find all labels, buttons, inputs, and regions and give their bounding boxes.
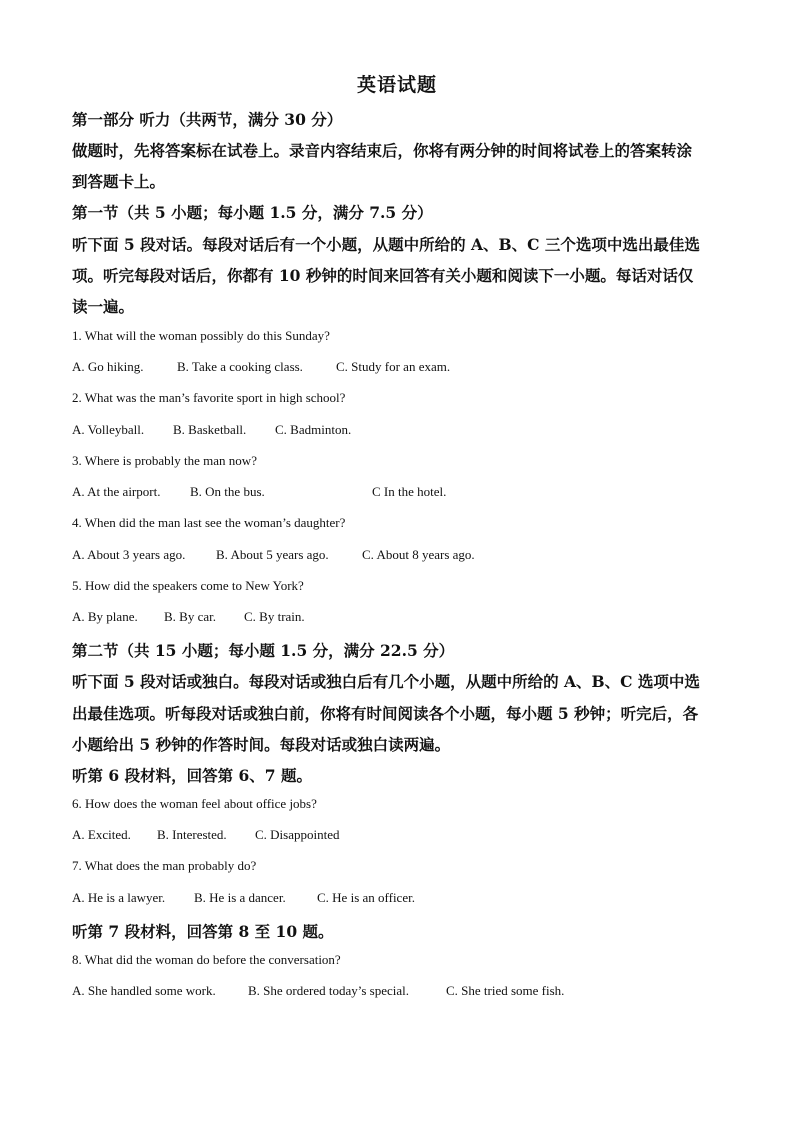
page-title: 英语试题: [356, 74, 437, 96]
part1-heading: 第一部分 听力（共两节，满分 30 分）: [72, 110, 343, 129]
option-b: B. About 5 years ago.: [216, 547, 329, 562]
option-a: A. She handled some work.: [72, 983, 216, 998]
option-a: A. By plane.: [72, 609, 138, 624]
option-b: B. Take a cooking class.: [177, 359, 303, 374]
question-stem: 5. How did the speakers come to New York?: [72, 578, 304, 593]
question-stem: 7. What does the man probably do?: [72, 858, 257, 873]
part1-instruction-line1: 做题时，先将答案标在试卷上。录音内容结束后，你将有两分钟的时间将试卷上的答案转涂: [72, 141, 693, 160]
material-6-heading: 听第 6 段材料，回答第 6、7 题。: [72, 766, 312, 785]
option-a: A. Go hiking.: [72, 359, 144, 374]
option-c: C. By train.: [244, 609, 305, 624]
material-7-heading: 听第 7 段材料，回答第 8 至 10 题。: [72, 922, 334, 941]
option-c: C. He is an officer.: [317, 890, 415, 905]
section2-instruction-line3: 小题给出 5 秒钟的作答时间。每段对话或独白读两遍。: [72, 735, 451, 754]
option-c: C. Badminton.: [275, 422, 352, 437]
option-a: A. About 3 years ago.: [72, 547, 186, 562]
option-b: B. Interested.: [157, 827, 227, 842]
section2-instruction-line2: 出最佳选项。听每段对话或独白前，你将有时间阅读各个小题，每小题 5 秒钟；听完后，各: [72, 704, 699, 723]
question-stem: 4. When did the man last see the woman’s daughter?: [72, 515, 346, 530]
option-b: B. By car.: [164, 609, 216, 624]
option-a: A. At the airport.: [72, 484, 161, 499]
question-stem: 1. What will the woman possibly do this Sunday?: [72, 328, 330, 343]
option-a: A. Excited.: [72, 827, 131, 842]
question-stem: 2. What was the man’s favorite sport in high school?: [72, 390, 346, 405]
option-c: C In the hotel.: [372, 484, 447, 499]
option-a: A. He is a lawyer.: [72, 890, 166, 905]
option-b: B. He is a dancer.: [194, 890, 286, 905]
section1-instruction-line1: 听下面 5 段对话。每段对话后有一个小题，从题中所给的 A、B、C 三个选项中选出最佳选: [72, 235, 700, 254]
option-a: A. Volleyball.: [72, 422, 145, 437]
option-b: B. On the bus.: [190, 484, 265, 499]
section1-heading: 第一节（共 5 小题；每小题 1.5 分，满分 7.5 分）: [72, 203, 433, 222]
question-stem: 8. What did the woman do before the conversation?: [72, 952, 341, 967]
option-c: C. She tried some fish.: [446, 983, 565, 998]
question-stem: 3. Where is probably the man now?: [72, 453, 257, 468]
part1-instruction-line2: 到答题卡上。: [72, 172, 166, 191]
option-c: C. Study for an exam.: [336, 359, 451, 374]
section2-heading: 第二节（共 15 小题；每小题 1.5 分，满分 22.5 分）: [72, 641, 455, 660]
question-stem: 6. How does the woman feel about office jobs?: [72, 796, 317, 811]
option-c: C. Disappointed: [255, 827, 340, 842]
section1-instruction-line3: 读一遍。: [72, 297, 135, 316]
option-b: B. She ordered today’s special.: [248, 983, 410, 998]
option-c: C. About 8 years ago.: [362, 547, 475, 562]
option-b: B. Basketball.: [173, 422, 247, 437]
section1-instruction-line2: 项。听完每段对话后，你都有 10 秒钟的时间来回答有关小题和阅读下一小题。每话对话仅: [72, 266, 694, 285]
section2-instruction-line1: 听下面 5 段对话或独白。每段对话或独白后有几个小题，从题中所给的 A、B、C 选项中选: [72, 672, 700, 691]
